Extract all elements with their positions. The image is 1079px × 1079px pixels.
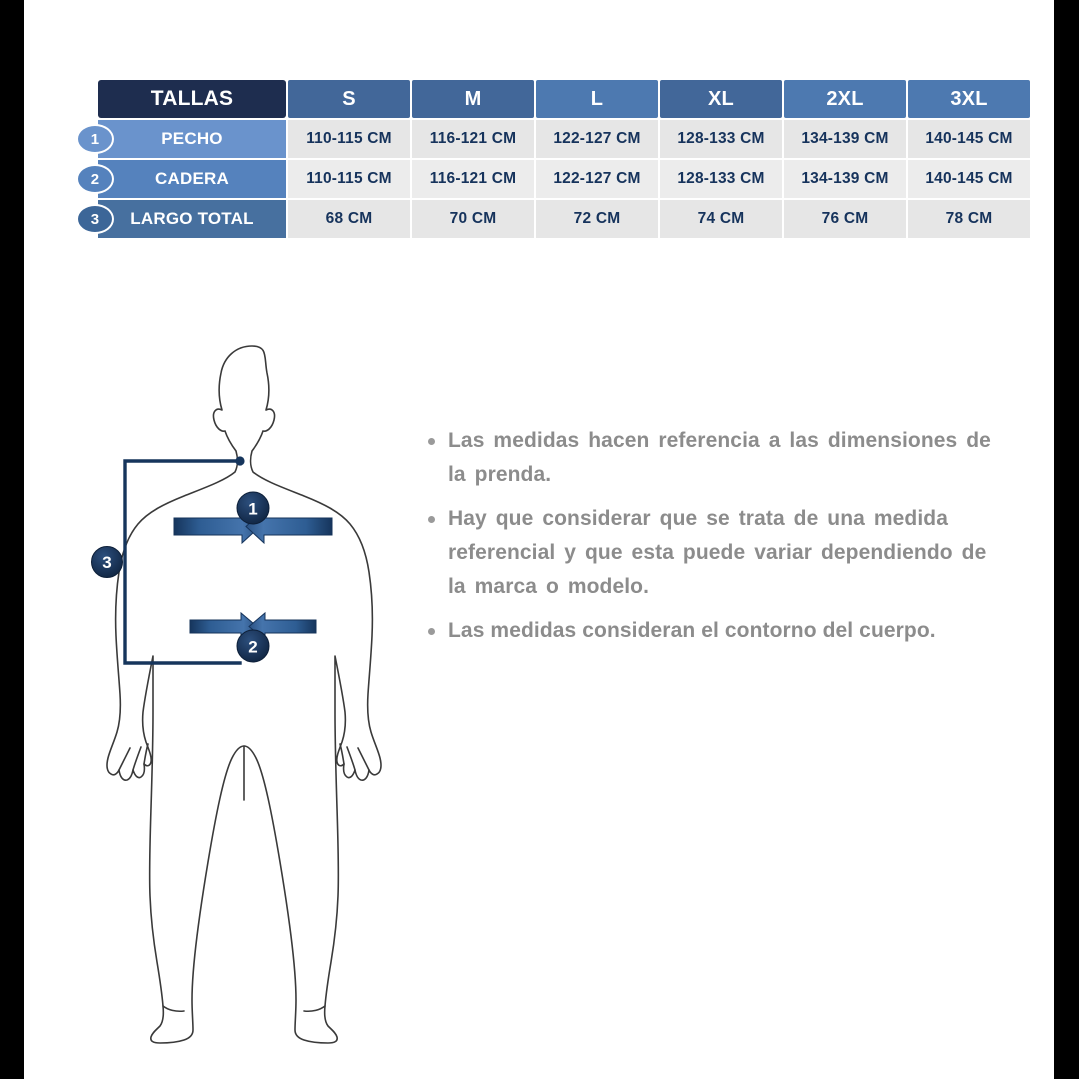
cell-cadera-3xl: 140-145 CM xyxy=(908,160,1030,198)
row-label-pecho xyxy=(90,120,286,158)
cell-pecho-3xl: 140-145 CM xyxy=(908,120,1030,158)
row-label-cadera xyxy=(90,160,286,198)
table-row xyxy=(98,200,1030,238)
bullet-icon xyxy=(428,628,435,635)
table-corner-header: TALLAS xyxy=(98,80,286,118)
column-header-xl: XL xyxy=(660,80,782,118)
row-badge-3: 3 xyxy=(76,204,114,234)
row-badge-2: 2 xyxy=(76,164,114,194)
cell-cadera-xl: 128-133 CM xyxy=(660,160,782,198)
cell-largo-3xl: 78 CM xyxy=(908,200,1030,238)
marker-3-label: 3 xyxy=(102,553,112,572)
bracket-top-dot xyxy=(235,456,244,465)
note-text: Las medidas hacen referencia a las dimensiones de la prenda. xyxy=(448,429,991,487)
cell-pecho-s: 110-115 CM xyxy=(288,120,410,158)
column-header-2xl: 2XL xyxy=(784,80,906,118)
marker-3 xyxy=(92,547,123,578)
note-item xyxy=(428,502,1028,604)
note-text: Las medidas consideran el contorno del cuerpo. xyxy=(448,619,936,643)
cell-largo-s: 68 CM xyxy=(288,200,410,238)
table-row xyxy=(98,160,1030,198)
table-row xyxy=(98,120,1030,158)
cell-cadera-s: 110-115 CM xyxy=(288,160,410,198)
notes-list xyxy=(428,424,1028,658)
row-label-text: CADERA xyxy=(155,169,229,188)
bullet-icon xyxy=(428,438,435,445)
note-item xyxy=(428,424,1028,492)
marker-2 xyxy=(237,630,269,662)
column-header-m: M xyxy=(412,80,534,118)
cell-cadera-2xl: 134-139 CM xyxy=(784,160,906,198)
marker-1-label: 1 xyxy=(248,499,258,519)
column-header-3xl: 3XL xyxy=(908,80,1030,118)
cell-largo-l: 72 CM xyxy=(536,200,658,238)
cell-pecho-2xl: 134-139 CM xyxy=(784,120,906,158)
cell-pecho-l: 122-127 CM xyxy=(536,120,658,158)
body-diagram xyxy=(64,330,444,1050)
cell-pecho-m: 116-121 CM xyxy=(412,120,534,158)
body-silhouette-svg xyxy=(64,330,444,1050)
cell-largo-2xl: 76 CM xyxy=(784,200,906,238)
cell-largo-xl: 74 CM xyxy=(660,200,782,238)
cell-cadera-m: 116-121 CM xyxy=(412,160,534,198)
row-badge-1: 1 xyxy=(76,124,114,154)
table-header-row xyxy=(98,80,1030,118)
chart-sheet xyxy=(24,0,1054,1079)
marker-1 xyxy=(237,492,269,524)
bullet-icon xyxy=(428,516,435,523)
cell-cadera-l: 122-127 CM xyxy=(536,160,658,198)
column-header-s: S xyxy=(288,80,410,118)
row-label-text: LARGO TOTAL xyxy=(130,209,254,228)
marker-2-label: 2 xyxy=(248,637,258,657)
row-label-text: PECHO xyxy=(161,129,223,148)
row-label-largo-total xyxy=(90,200,286,238)
column-header-l: L xyxy=(536,80,658,118)
note-item xyxy=(428,614,1028,648)
size-table xyxy=(90,78,1032,240)
human-silhouette-outline xyxy=(107,346,381,1043)
size-table-container xyxy=(90,78,1026,240)
note-text: Hay que considerar que se trata de una medida referencial y que esta puede variar dependiendo de la marca o modelo. xyxy=(448,507,987,599)
cell-largo-m: 70 CM xyxy=(412,200,534,238)
cell-pecho-xl: 128-133 CM xyxy=(660,120,782,158)
